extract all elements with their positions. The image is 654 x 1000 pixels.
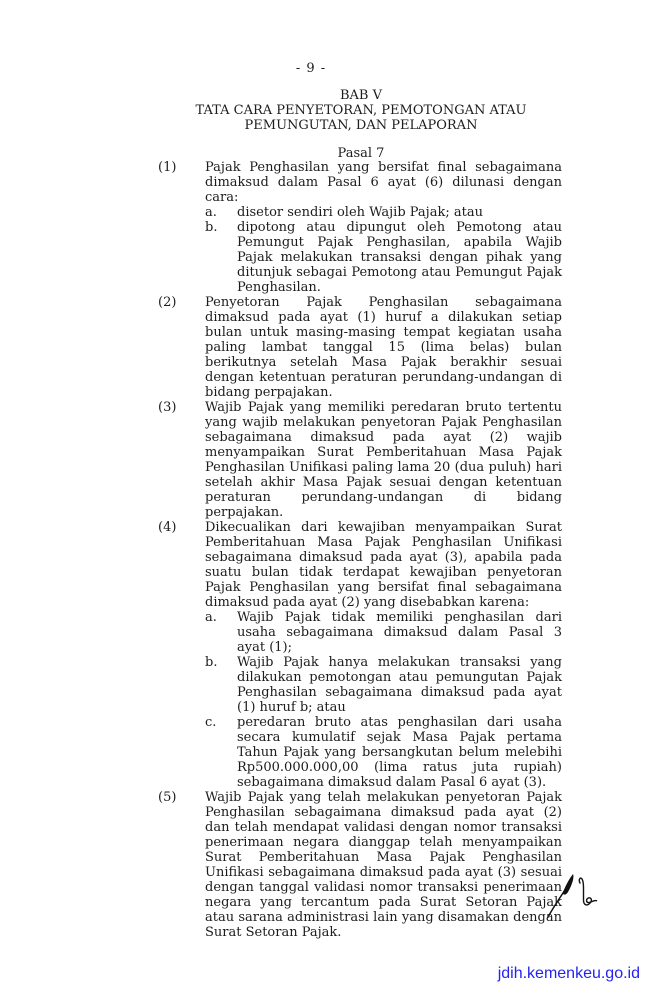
footer-link[interactable]: jdih.kemenkeu.go.id	[497, 965, 640, 982]
subitem-marker: c.	[205, 715, 217, 730]
subitem-marker: b.	[205, 655, 218, 670]
chapter-title-line2: PEMUNGUTAN, DAN PELAPORAN	[244, 118, 478, 133]
item-text: Dikecualikan dari kewajiban menyampaikan Surat Pemberitahuan Masa Pajak Penghasilan Unifikasi sebagaimana dimaksud pada ayat (3), apabila pada suatu bulan tidak terdapat kewajiban penyetoran Pajak Penghasilan yang bersifat final sebagaimana dimaksud pada ayat (2) yang disebabkan karena:	[205, 520, 562, 610]
item-text: Penyetoran Pajak Penghasilan sebagaimana dimaksud pada ayat (1) huruf a dilakukan setiap bulan untuk masing-masing tempat kegiatan usaha paling lambat tanggal 15 (lima belas) bulan berikutnya setelah Masa Pajak berakhir sesuai dengan ketentuan peraturan perundang-undangan di bidang perpajakan.	[205, 295, 562, 400]
subitem-text: dipotong atau dipungut oleh Pemotong atau Pemungut Pajak Penghasilan, apabila Wajib Pajak melakukan transaksi dengan pihak yang ditunjuk sebagai Pemotong atau Pemungut Pajak Penghasilan.	[237, 220, 562, 295]
handwritten-paraf-icon	[544, 872, 600, 920]
article-item-4	[158, 520, 562, 790]
subitem-text: Wajib Pajak tidak memiliki penghasilan dari usaha sebagaimana dimaksud dalam Pasal 3 ayat (1);	[237, 610, 562, 655]
article-item-5	[158, 790, 562, 940]
subitem-4a	[205, 610, 562, 655]
item-content	[205, 520, 562, 790]
subitem-marker: a.	[205, 610, 217, 625]
subitem-text: Wajib Pajak hanya melakukan transaksi yang dilakukan pemotongan atau pemungutan Pajak Penghasilan sebagaimana dimaksud pada ayat (1) huruf b; atau	[237, 655, 562, 715]
item-text: Pajak Penghasilan yang bersifat final sebagaimana dimaksud dalam Pasal 6 ayat (6) dilunasi dengan cara:	[205, 160, 562, 205]
item-text: Wajib Pajak yang memiliki peredaran bruto tertentu yang wajib melakukan penyetoran Pajak Penghasilan sebagaimana dimaksud pada ayat (2) wajib menyampaikan Surat Pemberitahuan Masa Pajak Penghasilan Unifikasi paling lama 20 (dua puluh) hari setelah akhir Masa Pajak sesuai dengan ketentuan peraturan perundang-undangan di bidang perpajakan.	[205, 400, 562, 520]
item-content	[205, 790, 562, 940]
item-text: Wajib Pajak yang telah melakukan penyetoran Pajak Penghasilan sebagaimana dimaksud pada ayat (2) dan telah mendapat validasi dengan nomor transaksi penerimaan negara dianggap telah menyampaikan Surat Pemberitahuan Masa Pajak Penghasilan Unifikasi sebagaimana dimaksud pada ayat (3) sesuai dengan tanggal validasi nomor transaksi penerimaan negara yang tercantum pada Surat Setoran Pajak atau sarana administrasi lain yang disamakan dengan Surat Setoran Pajak.	[205, 790, 562, 940]
article-item-1	[158, 160, 562, 295]
item-marker: (4)	[158, 520, 177, 535]
item-content	[205, 160, 562, 295]
article-body	[158, 160, 562, 940]
item-marker: (3)	[158, 400, 177, 415]
item-marker: (5)	[158, 790, 177, 805]
subitem-4b	[205, 655, 562, 715]
item-content	[205, 295, 562, 400]
chapter-heading	[158, 88, 564, 133]
article-item-3	[158, 400, 562, 520]
subitem-1a	[205, 205, 562, 220]
chapter-title-line1: TATA CARA PENYETORAN, PEMOTONGAN ATAU	[195, 103, 527, 118]
subitem-4c	[205, 715, 562, 790]
subitem-marker: a.	[205, 205, 217, 220]
item-marker: (1)	[158, 160, 177, 175]
subitem-text: peredaran bruto atas penghasilan dari usaha secara kumulatif sejak Masa Pajak pertama Tahun Pajak yang bersangkutan belum melebihi Rp500.000.000,00 (lima ratus juta rupiah) sebagaimana dimaksud dalam Pasal 6 ayat (3).	[237, 715, 562, 790]
item-content	[205, 400, 562, 520]
item-marker: (2)	[158, 295, 177, 310]
chapter-label: BAB V	[339, 88, 382, 103]
subitem-1b	[205, 220, 562, 295]
subitem-text: disetor sendiri oleh Wajib Pajak; atau	[237, 205, 483, 220]
subitem-marker: b.	[205, 220, 218, 235]
article-label: Pasal 7	[337, 146, 385, 161]
page-number: - 9 -	[295, 61, 327, 76]
article-item-2	[158, 295, 562, 400]
